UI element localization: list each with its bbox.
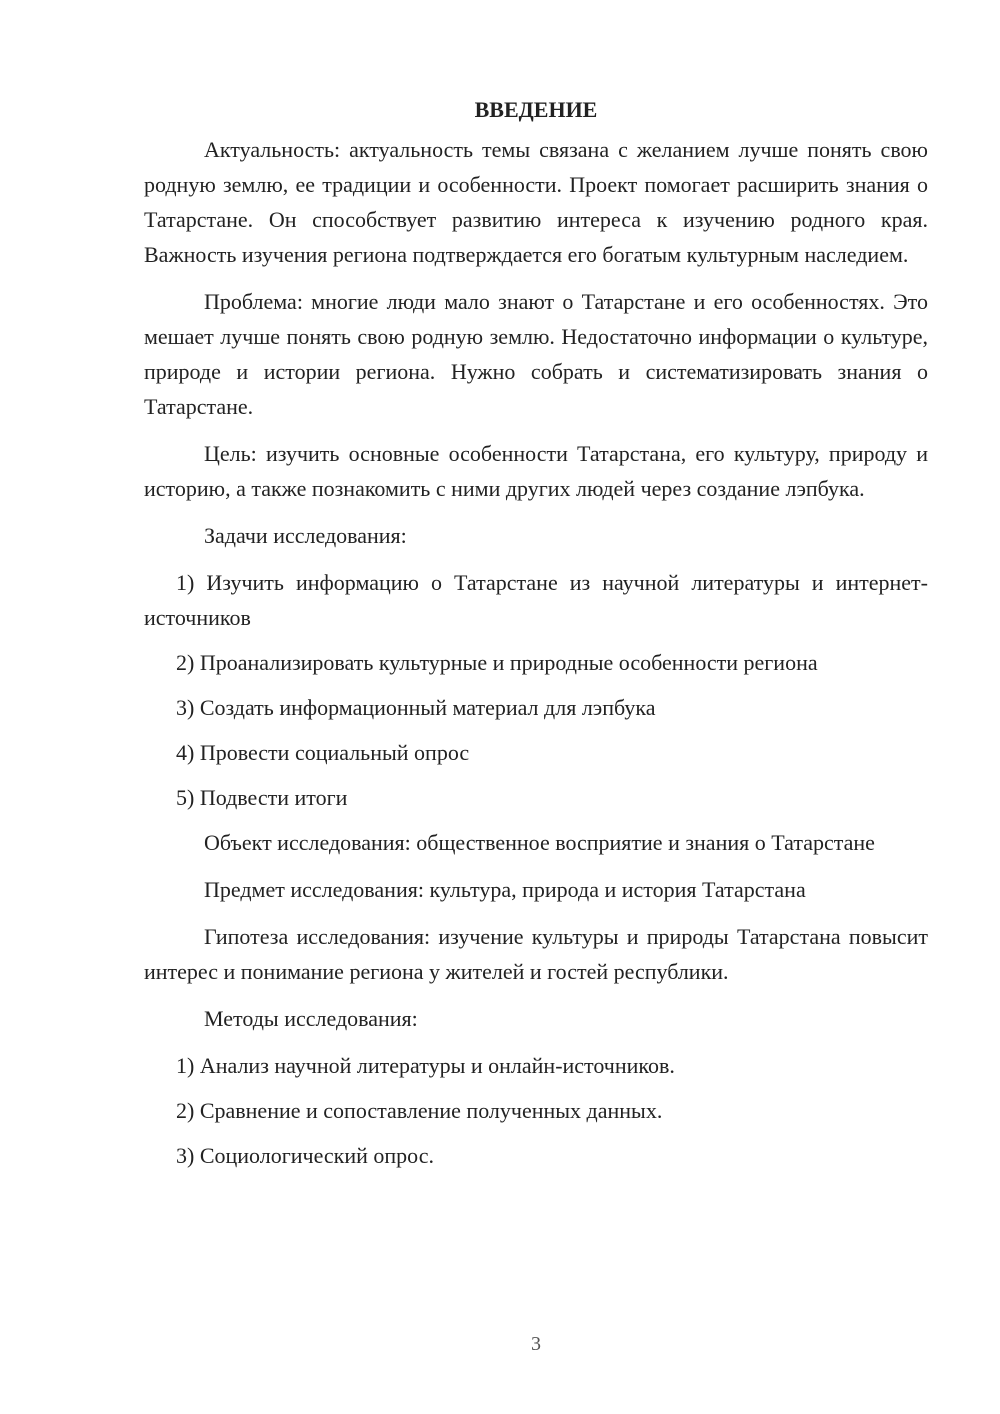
subject-paragraph: Предмет исследования: культура, природа и история Татарстана (204, 877, 806, 902)
methods-list (144, 1048, 928, 1173)
list-item: 3) Создать информационный материал для лэпбука (176, 695, 656, 720)
object-paragraph: Объект исследования: общественное восприятие и знания о Татарстане (204, 830, 875, 855)
tasks-heading: Задачи исследования: (204, 523, 407, 548)
section-title: ВВЕДЕНИЕ (474, 97, 598, 122)
list-item: 3) Социологический опрос. (176, 1143, 434, 1168)
page-number: 3 (531, 1333, 541, 1355)
list-item: 5) Подвести итоги (176, 785, 348, 810)
list-item: 1) Изучить информацию о Татарстане из научной литературы и интернет-источников (144, 570, 928, 630)
problem-paragraph: Проблема: многие люди мало знают о Татарстане и его особенностях. Это мешает лучше понять свою родную землю. Недостаточно информации о культуре, природе и истории региона. Нужно собрать и систематизировать знания о Татарстане. (144, 289, 928, 419)
methods-heading: Методы исследования: (204, 1006, 418, 1031)
hypothesis-paragraph: Гипотеза исследования: изучение культуры и природы Татарстана повысит интерес и понимание региона у жителей и гостей республики. (144, 924, 928, 984)
goal-paragraph: Цель: изучить основные особенности Татарстана, его культуру, природу и историю, а также познакомить с ними других людей через создание лэпбука. (144, 441, 928, 501)
list-item: 2) Проанализировать культурные и природные особенности региона (176, 650, 818, 675)
list-item: 2) Сравнение и сопоставление полученных данных. (176, 1098, 663, 1123)
page-content (144, 92, 928, 1183)
relevance-paragraph: Актуальность: актуальность темы связана с желанием лучше понять свою родную землю, ее традиции и особенности. Проект помогает расширить знания о Татарстане. Он способствует развитию интереса к изучению родного края. Важность изучения региона подтверждается его богатым культурным наследием. (144, 137, 928, 267)
list-item: 4) Провести социальный опрос (176, 740, 470, 765)
tasks-list (144, 565, 928, 815)
list-item: 1) Анализ научной литературы и онлайн-источников. (176, 1053, 675, 1078)
